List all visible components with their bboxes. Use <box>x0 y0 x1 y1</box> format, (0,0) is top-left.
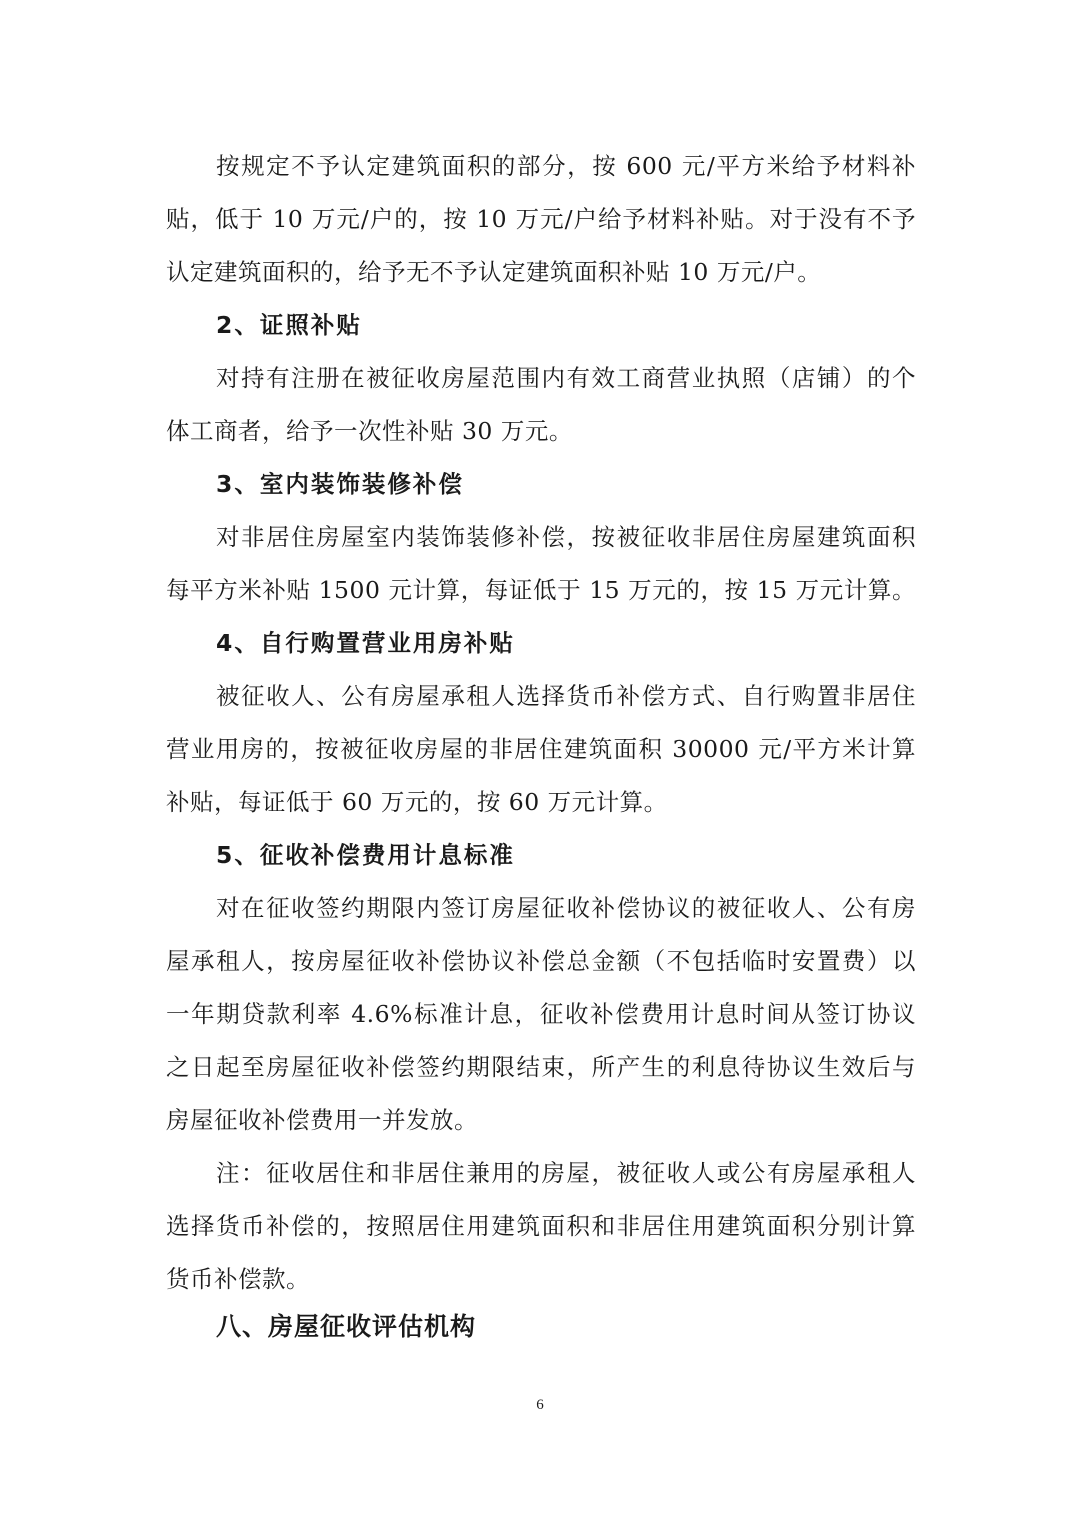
paragraph-line: 每平方米补贴 1500 元计算，每证低于 15 万元的，按 15 万元计算。 <box>166 576 916 604</box>
paragraph-line: 之日起至房屋征收补偿签约期限结束，所产生的利息待协议生效后与 <box>166 1053 916 1081</box>
paragraph-line: 贴，低于 10 万元/户的，按 10 万元/户给予材料补贴。对于没有不予 <box>166 205 916 233</box>
paragraph-line: 房屋征收补偿费用一并发放。 <box>166 1106 478 1134</box>
paragraph-line: 对持有注册在被征收房屋范围内有效工商营业执照（店铺）的个 <box>216 364 916 392</box>
note-line: 注：征收居住和非居住兼用的房屋，被征收人或公有房屋承租人 <box>216 1159 916 1187</box>
paragraph-line: 对非居住房屋室内装饰装修补偿，按被征收非居住房屋建筑面积 <box>216 523 916 551</box>
paragraph-line: 按规定不予认定建筑面积的部分，按 600 元/平方米给予材料补 <box>216 152 916 180</box>
paragraph-line: 一年期贷款利率 4.6%标准计息，征收补偿费用计息时间从签订协议 <box>166 1000 916 1028</box>
paragraph-line: 对在征收签约期限内签订房屋征收补偿协议的被征收人、公有房 <box>216 894 916 922</box>
paragraph-line: 被征收人、公有房屋承租人选择货币补偿方式、自行购置非居住 <box>216 682 916 710</box>
page-number: 6 <box>536 1397 544 1413</box>
section-heading: 5、征收补偿费用计息标准 <box>216 841 515 869</box>
paragraph-line: 体工商者，给予一次性补贴 30 万元。 <box>166 417 573 445</box>
paragraph-line: 认定建筑面积的，给予无不予认定建筑面积补贴 10 万元/户。 <box>166 258 822 286</box>
section-heading: 3、室内装饰装修补偿 <box>216 470 464 498</box>
note-line: 选择货币补偿的，按照居住用建筑面积和非居住用建筑面积分别计算 <box>166 1212 916 1240</box>
section-heading: 4、自行购置营业用房补贴 <box>216 629 515 657</box>
paragraph-line: 营业用房的，按被征收房屋的非居住建筑面积 30000 元/平方米计算 <box>166 735 916 763</box>
paragraph-line: 补贴，每证低于 60 万元的，按 60 万元计算。 <box>166 788 668 816</box>
paragraph-line: 屋承租人，按房屋征收补偿协议补偿总金额（不包括临时安置费）以 <box>166 947 916 975</box>
section-heading: 2、证照补贴 <box>216 311 362 339</box>
note-line: 货币补偿款。 <box>166 1265 310 1293</box>
chapter-heading: 八、房屋征收评估机构 <box>216 1312 477 1341</box>
